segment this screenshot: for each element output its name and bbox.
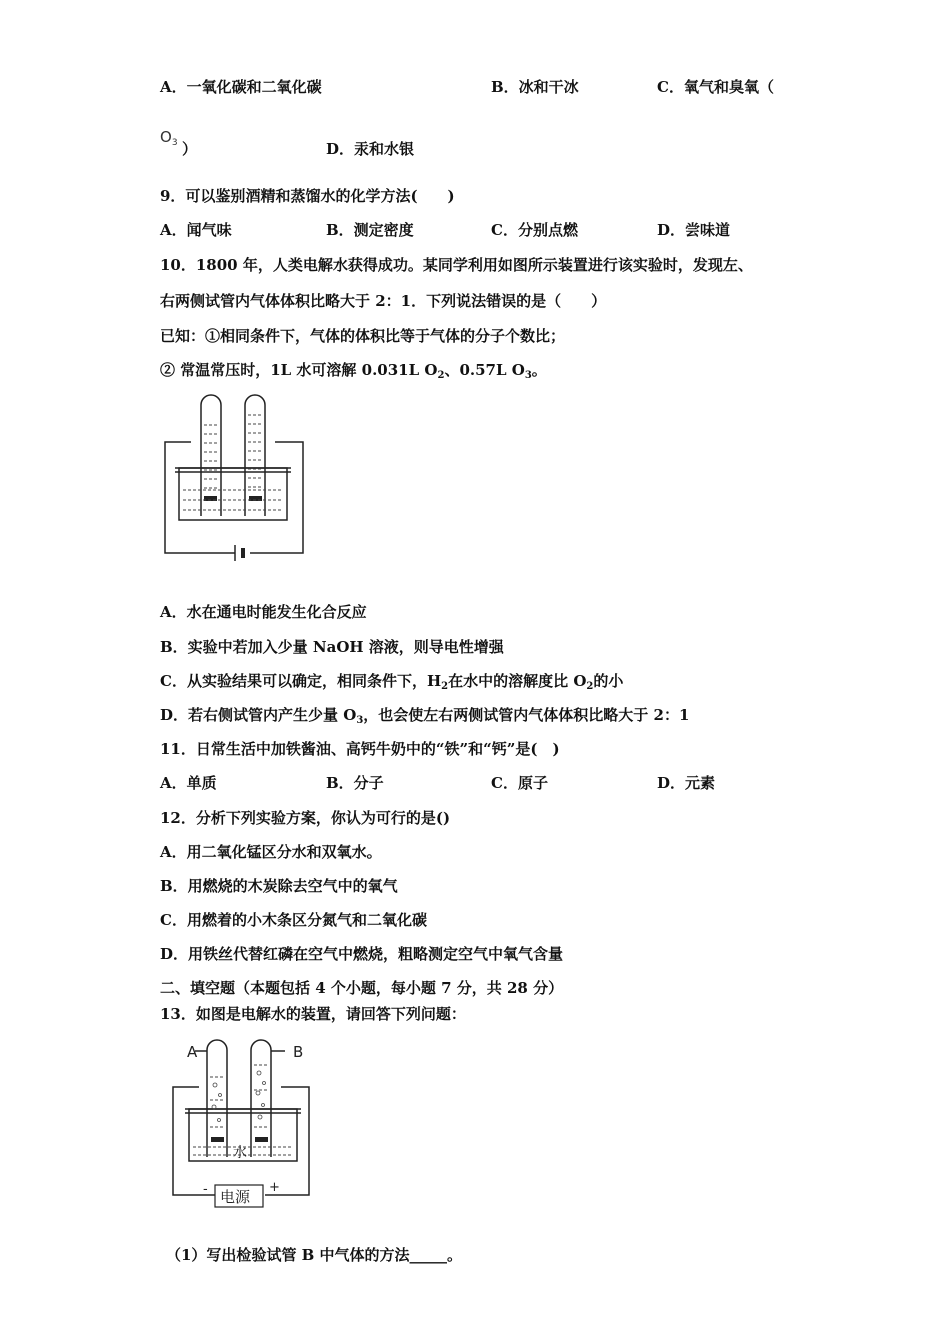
q8-close-paren: ） (182, 140, 198, 158)
q11-stem: 11．日常生活中加铁酱油、高钙牛奶中的“铁”和“钙”是( ) (160, 740, 560, 758)
q9-stem: 9．可以鉴别酒精和蒸馏水的化学方法( ) (160, 187, 455, 205)
q9-option-c: C．分别点燃 (491, 221, 578, 239)
q10-option-b: B．实验中若加入少量 NaOH 溶液，则导电性增强 (160, 638, 504, 656)
q10-stem-line1: 10．1800 年，人类电解水获得成功。某同学利用如图所示装置进行该实验时，发现左、 (160, 256, 753, 274)
electrolysis-diagram-1 (155, 390, 315, 575)
q10-known-1: 已知：①相同条件下，气体的体积比等于气体的分子个数比； (160, 327, 566, 345)
section2-title: 二、填空题（本题包括 4 个小题，每小题 7 分，共 28 分） (160, 979, 564, 997)
q8-ozone-formula: $O_3$ (160, 128, 178, 148)
power-source-label: 电源 (220, 1188, 251, 1206)
positive-terminal-label: + (269, 1180, 280, 1195)
q11-option-a: A．单质 (160, 774, 217, 792)
tube-a-label: A (187, 1043, 198, 1061)
q9-option-b: B．测定密度 (326, 221, 414, 239)
tube-b-label: B (293, 1043, 304, 1061)
q10-option-d: D．若右侧试管内产生少量 $O_3$，也会使左右两侧试管内气体体积比略大于 2：1 (160, 706, 690, 726)
q9-option-a: A．闻气味 (160, 221, 232, 239)
q8-option-d: D．汞和水银 (326, 140, 415, 158)
q10-option-c: C．从实验结果可以确定，相同条件下，$H_2$在水中的溶解度比 $O_2$的小 (160, 672, 624, 692)
q8-option-b: B．冰和干冰 (491, 78, 579, 96)
water-label: 水 (233, 1145, 247, 1161)
q12-option-a: A．用二氧化锰区分水和双氧水。 (160, 843, 382, 861)
q8-option-a: A．一氧化碳和二氧化碳 (160, 78, 322, 96)
q11-option-b: B．分子 (326, 774, 384, 792)
q12-option-c: C．用燃着的小木条区分氮气和二氧化碳 (160, 911, 427, 929)
q11-option-c: C．原子 (491, 774, 548, 792)
q10-stem-line2: 右两侧试管内气体体积比略大于 2：1．下列说法错误的是（ ） (160, 292, 607, 310)
q12-stem: 12．分析下列实验方案，你认为可行的是() (160, 809, 451, 827)
q13-stem: 13．如图是电解水的装置，请回答下列问题： (160, 1005, 466, 1023)
electrolysis-diagram-2 (165, 1035, 325, 1215)
q8-option-c: C．氧气和臭氧（ (657, 78, 774, 96)
q10-known-2: ② 常温常压时，1L 水可溶解 0.031L $O_2$、0.57L $O_3$。 (160, 361, 547, 381)
q12-option-d: D．用铁丝代替红磷在空气中燃烧，粗略测定空气中氧气含量 (160, 945, 564, 963)
q10-option-a: A．水在通电时能发生化合反应 (160, 603, 367, 621)
negative-terminal-label: - (203, 1182, 208, 1197)
q12-option-b: B．用燃烧的木炭除去空气中的氧气 (160, 877, 398, 895)
q11-option-d: D．元素 (657, 774, 716, 792)
q9-option-d: D．尝味道 (657, 221, 731, 239)
q13-sub-question-1: （1）写出检验试管 B 中气体的方法_____。 (166, 1246, 463, 1264)
